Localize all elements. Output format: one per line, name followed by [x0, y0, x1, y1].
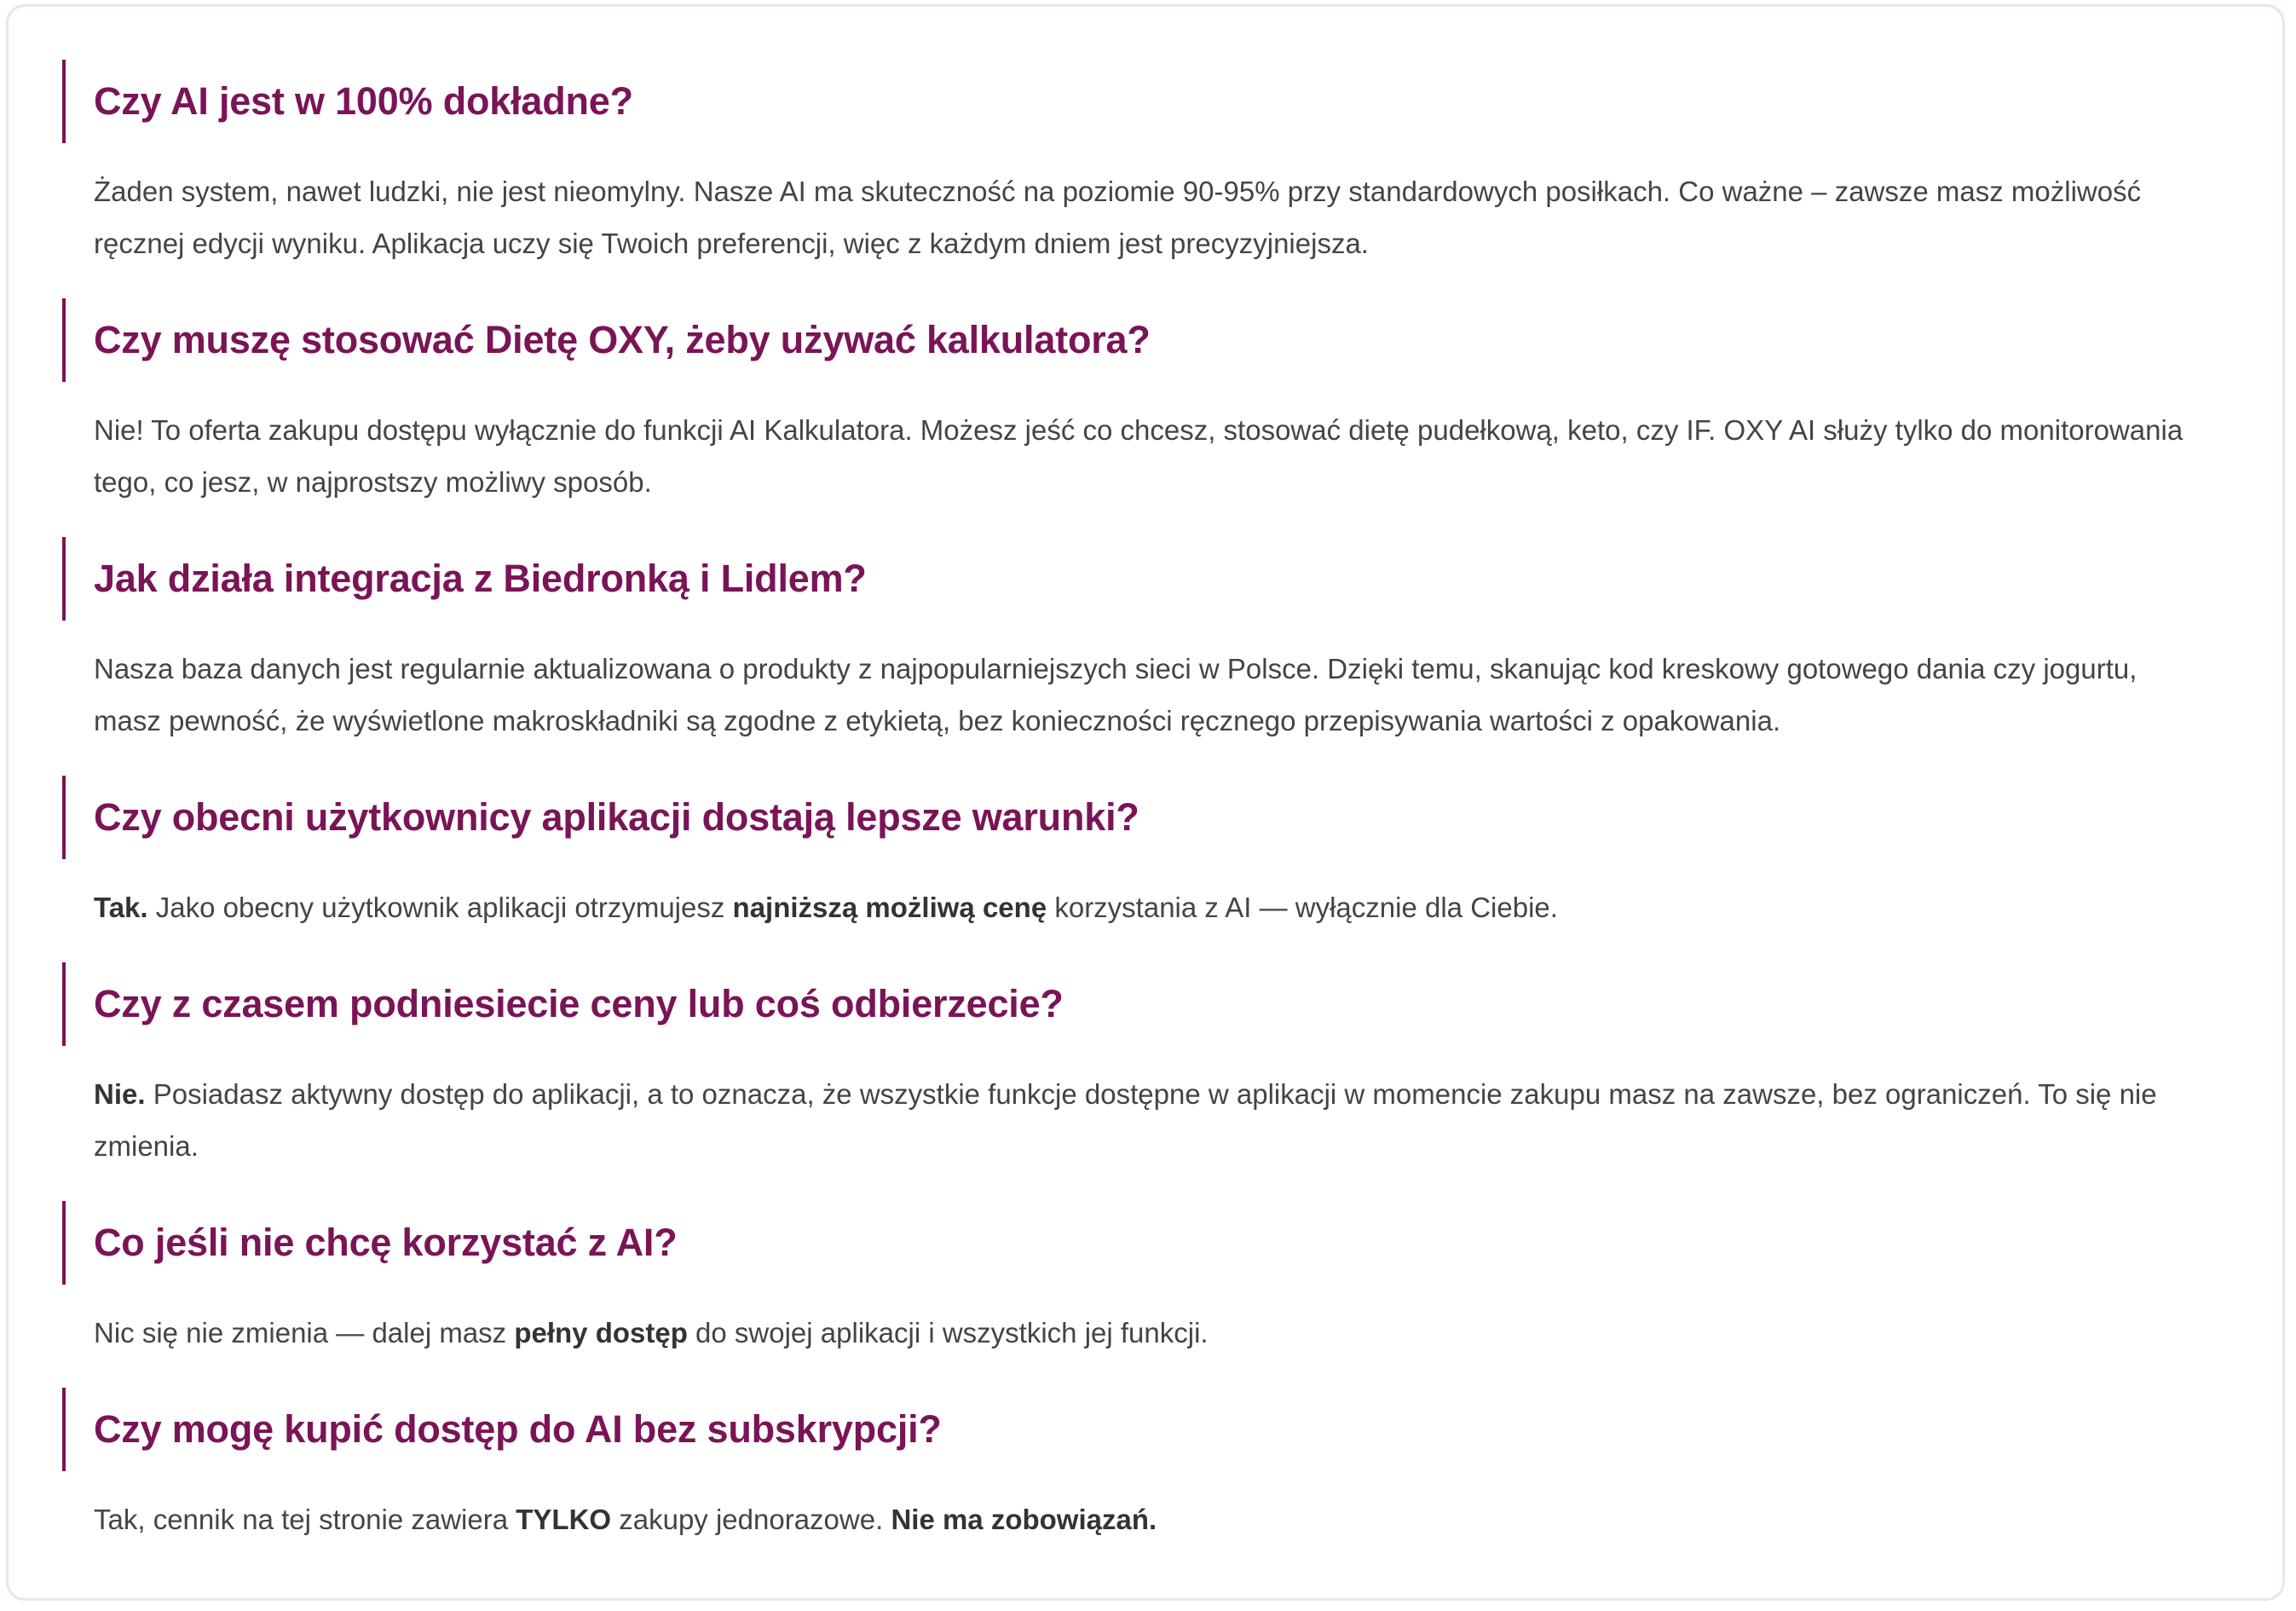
answer-text: do swojej aplikacji i wszystkich jej funkcji.	[687, 1317, 1209, 1348]
answer-bold-text: najniższą możliwą cenę	[732, 892, 1047, 923]
faq-item	[62, 60, 2210, 269]
answer-bold-text: pełny dostęp	[514, 1317, 688, 1348]
faq-question: Jak działa integracja z Biedronką i Lidlem?	[62, 537, 2210, 621]
faq-answer	[94, 165, 2207, 269]
faq-answer	[94, 1068, 2207, 1172]
faq-item	[62, 298, 2210, 508]
faq-item	[62, 537, 2210, 747]
faq-item	[62, 776, 2210, 933]
faq-answer	[94, 1307, 2207, 1359]
answer-text: Tak, cennik na tej stronie zawiera	[94, 1504, 516, 1535]
answer-bold-text: TYLKO	[516, 1504, 612, 1535]
faq-answer	[94, 643, 2207, 747]
faq-question: Co jeśli nie chcę korzystać z AI?	[62, 1201, 2210, 1285]
answer-text: Nie! To oferta zakupu dostępu wyłącznie do funkcji AI Kalkulatora. Możesz jeść co chcesz, stosować dietę pudełkową, keto, czy IF. OXY AI służy tylko do monitorowania tego, co jesz, w najprostszy możliwy sposób.	[94, 414, 2184, 498]
faq-question: Czy AI jest w 100% dokładne?	[62, 60, 2210, 143]
answer-text: Nasza baza danych jest regularnie aktualizowana o produkty z najpopularniejszych sieci w Polsce. Dzięki temu, skanując kod kreskowy gotowego dania czy jogurtu, masz pewność, że wyświetlone makroskładniki są zgodne z etykietą, bez konieczności ręcznego przepisywania wartości z opakowania.	[94, 653, 2137, 736]
faq-item	[62, 1201, 2210, 1359]
answer-bold-text: Tak.	[94, 892, 148, 923]
answer-text: Posiadasz aktywny dostęp do aplikacji, a to oznacza, że wszystkie funkcje dostępne w aplikacji w momencie zakupu masz na zawsze, bez ograniczeń. To się nie zmienia.	[94, 1078, 2157, 1162]
faq-item	[62, 1388, 2210, 1545]
answer-bold-text: Nie.	[94, 1078, 146, 1110]
answer-text: Żaden system, nawet ludzki, nie jest nieomylny. Nasze AI ma skuteczność na poziomie 90-95% przy standardowych posiłkach. Co ważne – zawsze masz możliwość ręcznej edycji wyniku. Aplikacja uczy się Twoich preferencji, więc z każdym dniem jest precyzyjniejsza.	[94, 176, 2142, 259]
faq-question: Czy z czasem podniesiecie ceny lub coś odbierzecie?	[62, 962, 2210, 1046]
faq-question: Czy muszę stosować Dietę OXY, żeby używać kalkulatora?	[62, 298, 2210, 382]
answer-text: Jako obecny użytkownik aplikacji otrzymujesz	[147, 892, 733, 923]
faq-answer	[94, 404, 2207, 508]
faq-item	[62, 962, 2210, 1172]
faq-card	[6, 4, 2285, 1601]
faq-question: Czy mogę kupić dostęp do AI bez subskrypcji?	[62, 1388, 2210, 1471]
answer-text: zakupy jednorazowe.	[611, 1504, 891, 1535]
answer-bold-text: Nie ma zobowiązań.	[891, 1504, 1157, 1535]
faq-answer	[94, 881, 2207, 933]
answer-text: korzystania z AI — wyłącznie dla Ciebie.	[1047, 892, 1558, 923]
faq-answer	[94, 1493, 2207, 1545]
faq-question: Czy obecni użytkownicy aplikacji dostają lepsze warunki?	[62, 776, 2210, 859]
answer-text: Nic się nie zmienia — dalej masz	[94, 1317, 515, 1348]
